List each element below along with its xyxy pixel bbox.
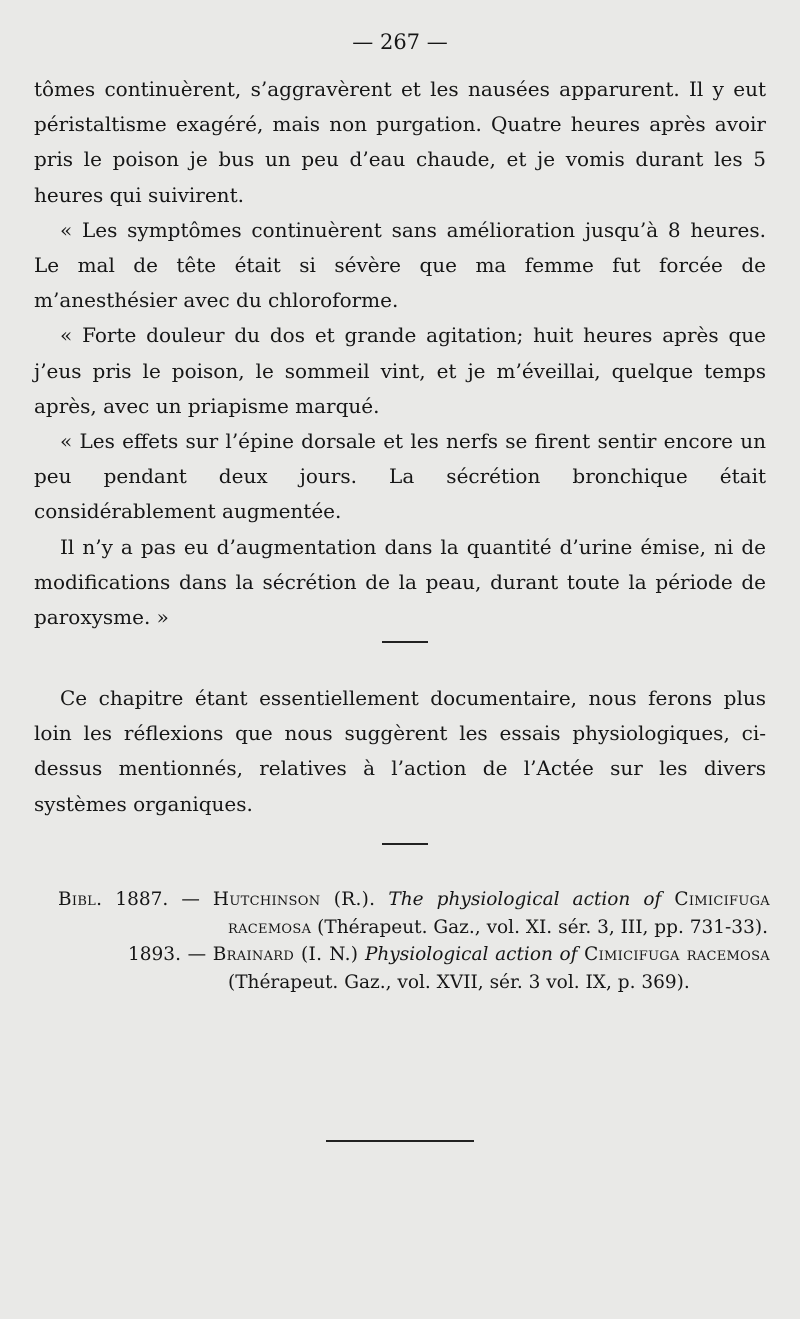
paragraph-5: Il n’y a pas eu d’augmentation dans la quantité d’urine émise, ni de modifications dans la sécrétion de la peau, durant toute la période de paroxysme. » — [34, 534, 766, 630]
bibliography-entry — [58, 886, 770, 941]
entry-subject: Cimicifuga racemosa — [228, 889, 770, 938]
entry-dash: — — [187, 944, 207, 965]
entry-author: Hutchinson (R.). — [212, 889, 376, 910]
entry-title: Physiological action of — [364, 944, 578, 965]
entry-title: The physiological action of — [388, 889, 662, 910]
closing-text — [34, 681, 766, 822]
paragraph-1: tômes continuèrent, s’aggravèrent et les nausées apparurent. Il y eut péristaltisme exagéré, mais non purgation. Quatre heures après avoir pris le poison je bus un peu d’eau chaude, et je vomis durant les 5 heures qui suivirent. — [34, 77, 766, 207]
page-number: — 267 — — [352, 30, 448, 54]
entry-year: 1893. — [128, 944, 181, 965]
entry-year: 1887. — [115, 889, 169, 910]
paragraph-2: « Les symptômes continuèrent sans amélioration jusqu’à 8 heures. Le mal de tête était si sévère que ma femme fut forcée de m’anesthésier avec du chloroforme. — [34, 217, 766, 313]
end-rule — [326, 1140, 474, 1142]
section-divider — [382, 641, 428, 643]
bibliography-label: Bibl. — [58, 889, 103, 910]
section-divider — [382, 843, 428, 845]
entry-dash: — — [181, 889, 200, 910]
main-text — [34, 72, 766, 635]
entry-author: Brainard (I. N.) — [212, 944, 359, 965]
paragraph-3: « Forte douleur du dos et grande agitation; huit heures après que j’eus pris le poison, le sommeil vint, et je m’éveillai, quelque temps après, avec un priapisme marqué. — [34, 323, 766, 418]
closing-paragraph: Ce chapitre étant essentiellement documentaire, nous ferons plus loin les réflexions que nous suggèrent les essais physiologiques, ci-dessus mentionnés, relatives à l’action de l’Actée sur les divers systèmes organiques. — [34, 686, 766, 816]
bibliography — [58, 886, 770, 996]
entry-subject: Cimicifuga racemosa — [584, 944, 770, 965]
entry-details: (Thérapeut. Gaz., vol. XVII, sér. 3 vol. IX, p. 369). — [228, 971, 690, 993]
entry-details: (Thérapeut. Gaz., vol. XI. sér. 3, III, pp. 731-33). — [317, 916, 768, 938]
bibliography-entry — [58, 941, 770, 996]
paragraph-4: « Les effets sur l’épine dorsale et les nerfs se firent sentir encore un peu pendant deux jours. La sécrétion bronchique était considérablement augmentée. — [34, 429, 766, 524]
